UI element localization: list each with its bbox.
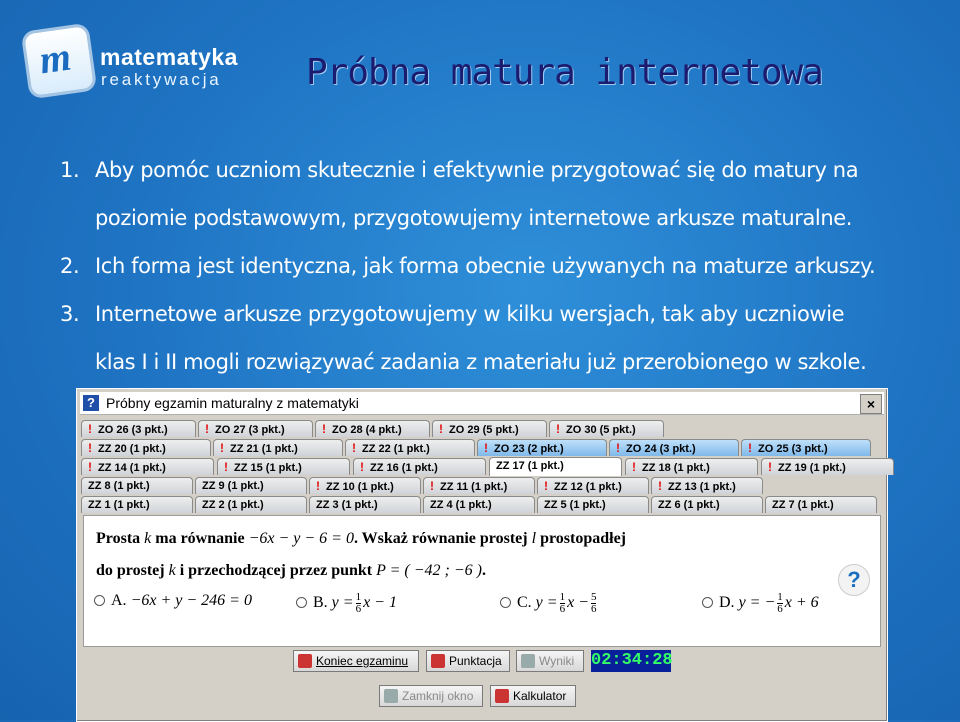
task-tabs: [81, 419, 881, 514]
warning-icon: !: [88, 460, 92, 474]
tab-label: ZZ 5 (1 pkt.): [544, 499, 606, 511]
question-equation: −6x − y − 6 = 0: [248, 530, 354, 547]
close-icon[interactable]: ×: [860, 394, 882, 414]
numerator: 5: [590, 591, 597, 603]
answer-formula: y = −: [738, 594, 776, 612]
results-button[interactable]: [516, 650, 584, 672]
task-tab[interactable]: [537, 477, 649, 494]
fraction: [560, 592, 566, 615]
button-label: Kalkulator: [513, 689, 567, 703]
logo-name: matematyka: [100, 44, 238, 70]
point-line: poziomie podstawowym, przygotowujemy internetowe arkusze maturalne.: [95, 206, 853, 230]
answer-letter: C.: [517, 594, 532, 612]
tab-label: ZZ 10 (1 pkt.): [326, 481, 394, 493]
tab-row: [81, 419, 881, 438]
tab-label: ZZ 7 (1 pkt.): [772, 499, 834, 511]
tab-label: ZZ 20 (1 pkt.): [98, 443, 166, 455]
answer-formula: y =: [535, 594, 558, 612]
task-tab[interactable]: [198, 420, 313, 437]
warning-icon: !: [430, 479, 434, 493]
fraction: [591, 592, 597, 615]
tab-row: [81, 476, 881, 495]
tab-label: ZZ 2 (1 pkt.): [202, 499, 264, 511]
button-label: Wyniki: [539, 654, 575, 668]
task-tab[interactable]: [423, 477, 535, 494]
score-button[interactable]: [426, 650, 510, 672]
task-tab[interactable]: [81, 420, 196, 437]
question-line-2: [96, 562, 486, 580]
tab-label: ZO 26 (3 pkt.): [98, 424, 168, 436]
slide-title: Próbna matura internetowa: [306, 52, 823, 93]
task-tab[interactable]: [477, 439, 607, 456]
task-tab[interactable]: [81, 477, 193, 494]
fraction: [356, 592, 362, 615]
question-var: k: [144, 530, 152, 547]
warning-icon: !: [205, 422, 209, 436]
fraction: [777, 592, 783, 615]
task-tab[interactable]: [432, 420, 547, 437]
tab-label: ZZ 17 (1 pkt.): [496, 460, 564, 472]
tab-label: ZZ 14 (1 pkt.): [98, 462, 166, 474]
task-tab[interactable]: [761, 458, 894, 475]
task-tab[interactable]: [315, 420, 430, 437]
tab-label: ZZ 15 (1 pkt.): [234, 462, 302, 474]
answer-formula: y =: [331, 594, 354, 612]
denominator: 6: [355, 603, 362, 615]
task-tab[interactable]: [345, 439, 475, 456]
question-panel: [83, 515, 881, 647]
warning-icon: !: [632, 460, 636, 474]
warning-icon: !: [316, 479, 320, 493]
task-tab[interactable]: [549, 420, 664, 437]
warning-icon: !: [658, 479, 662, 493]
bullet-list: [60, 146, 940, 386]
warning-icon: !: [768, 460, 772, 474]
answer-c[interactable]: [500, 592, 598, 615]
warning-icon: !: [88, 422, 92, 436]
window-titlebar[interactable]: [80, 392, 884, 415]
question-text: do prostej: [96, 562, 169, 579]
question-var: l: [531, 530, 537, 547]
tab-label: ZO 30 (5 pkt.): [566, 424, 636, 436]
task-tab[interactable]: [609, 439, 739, 456]
task-tab[interactable]: [217, 458, 350, 475]
point-line: Internetowe arkusze przygotowujemy w kilku wersjach, tak aby uczniowie: [95, 302, 845, 326]
task-tab[interactable]: [353, 458, 486, 475]
task-tab[interactable]: [309, 477, 421, 494]
button-label: Punktacja: [449, 654, 502, 668]
answer-letter: D.: [719, 594, 735, 612]
tab-label: ZO 25 (3 pkt.): [758, 443, 828, 455]
task-tab[interactable]: [537, 496, 649, 513]
tab-label: ZO 27 (3 pkt.): [215, 424, 285, 436]
task-tab[interactable]: [651, 496, 763, 513]
help-app-icon: ?: [83, 395, 99, 411]
numerator: 1: [355, 591, 362, 603]
radio-button[interactable]: [94, 595, 105, 606]
tab-label: ZZ 6 (1 pkt.): [658, 499, 720, 511]
task-tab[interactable]: [741, 439, 871, 456]
tab-label: ZZ 22 (1 pkt.): [362, 443, 430, 455]
tab-label: ZZ 18 (1 pkt.): [642, 462, 710, 474]
logo-mark: m: [36, 33, 74, 83]
question-point: P = ( −42 ; −6 ): [376, 562, 482, 579]
calculator-button[interactable]: [490, 685, 576, 707]
exam-window: [76, 388, 888, 722]
answer-a[interactable]: [94, 592, 252, 610]
warning-icon: !: [484, 441, 488, 455]
window-title: Próbny egzamin maturalny z matematyki: [106, 395, 359, 411]
warning-icon: !: [544, 479, 548, 493]
point-2: [60, 242, 940, 290]
task-tab[interactable]: [765, 496, 877, 513]
answer-d[interactable]: [702, 592, 819, 615]
point-number: 3.: [60, 302, 80, 326]
task-tab[interactable]: [195, 477, 307, 494]
button-label: Zamknij okno: [402, 689, 474, 703]
question-text: . Wskaż równanie prostej: [353, 530, 532, 547]
point-line: Ich forma jest identyczna, jak forma obecnie używanych na maturze arkuszy.: [95, 254, 876, 278]
logo-badge: [24, 26, 94, 96]
score-icon: [431, 654, 445, 668]
answer-letter: B.: [313, 594, 328, 612]
warning-icon: !: [224, 460, 228, 474]
tab-label: ZO 29 (5 pkt.): [449, 424, 519, 436]
tab-label: ZZ 21 (1 pkt.): [230, 443, 298, 455]
point-number: 2.: [60, 254, 80, 278]
calculator-icon: [495, 689, 509, 703]
question-text: prostopadłej: [536, 530, 626, 547]
answer-b[interactable]: [296, 592, 397, 615]
close-window-icon: [384, 689, 398, 703]
task-tab[interactable]: [195, 496, 307, 513]
warning-icon: !: [360, 460, 364, 474]
task-tab[interactable]: [423, 496, 535, 513]
numerator: 1: [559, 591, 566, 603]
answer-formula: x − 1: [363, 594, 397, 612]
radio-button[interactable]: [500, 597, 511, 608]
tab-label: ZZ 3 (1 pkt.): [316, 499, 378, 511]
question-text: i przechodzącej przez punkt: [175, 562, 377, 579]
question-var: k: [168, 562, 176, 579]
tab-label: ZZ 13 (1 pkt.): [668, 481, 736, 493]
question-text: ma równanie: [151, 530, 249, 547]
tab-label: ZZ 12 (1 pkt.): [554, 481, 622, 493]
tab-label: ZO 28 (4 pkt.): [332, 424, 402, 436]
task-tab[interactable]: [309, 496, 421, 513]
task-tab[interactable]: [213, 439, 343, 456]
tab-label: ZZ 19 (1 pkt.): [778, 462, 846, 474]
tab-label: ZZ 16 (1 pkt.): [370, 462, 438, 474]
warning-icon: !: [352, 441, 356, 455]
exam-timer: 02:34:28: [591, 651, 673, 670]
warning-icon: !: [748, 441, 752, 455]
results-icon: [521, 654, 535, 668]
answer-formula: x −: [567, 594, 589, 612]
tab-label: ZZ 1 (1 pkt.): [88, 499, 150, 511]
task-tab[interactable]: [81, 496, 193, 513]
tab-label: ZZ 4 (1 pkt.): [430, 499, 492, 511]
answer-formula: x + 6: [784, 594, 819, 612]
warning-icon: !: [616, 441, 620, 455]
close-window-button[interactable]: [379, 685, 483, 707]
denominator: 6: [777, 603, 783, 615]
warning-icon: !: [556, 422, 560, 436]
task-tab[interactable]: [81, 439, 211, 456]
tab-row: [81, 495, 881, 514]
question-line-1: [96, 530, 626, 548]
point-3: [60, 290, 940, 386]
warning-icon: !: [322, 422, 326, 436]
question-text: Prosta: [96, 530, 145, 547]
help-icon[interactable]: ?: [838, 564, 870, 596]
tab-label: ZZ 11 (1 pkt.): [440, 481, 508, 493]
question-text: .: [481, 562, 486, 579]
denominator: 6: [559, 603, 566, 615]
point-1: [60, 146, 940, 242]
denominator: 6: [590, 603, 597, 615]
radio-button[interactable]: [296, 597, 307, 608]
tab-label: ZZ 9 (1 pkt.): [202, 480, 264, 492]
tab-label: ZO 24 (3 pkt.): [626, 443, 696, 455]
numerator: 1: [777, 591, 783, 603]
point-line: Aby pomóc uczniom skutecznie i efektywnie przygotować się do matury na: [95, 158, 859, 182]
logo: [28, 22, 238, 102]
tab-label: ZZ 8 (1 pkt.): [88, 480, 150, 492]
tab-label: ZO 23 (2 pkt.): [494, 443, 564, 455]
button-label: Koniec egzaminu: [316, 654, 409, 668]
logo-subtitle: reaktywacja: [101, 70, 222, 89]
stop-icon: [298, 654, 312, 668]
task-tab[interactable]: [489, 457, 622, 476]
end-exam-button[interactable]: [293, 650, 419, 672]
task-tab[interactable]: [81, 458, 214, 475]
answer-letter: A.: [111, 592, 127, 609]
warning-icon: !: [439, 422, 443, 436]
tab-row: [81, 438, 881, 457]
warning-icon: !: [220, 441, 224, 455]
task-tab[interactable]: [651, 477, 763, 494]
point-number: 1.: [60, 158, 80, 182]
point-line: klas I i II mogli rozwiązywać zadania z materiału już przerobionego w szkole.: [95, 350, 867, 374]
task-tab[interactable]: [625, 458, 758, 475]
warning-icon: !: [88, 441, 92, 455]
radio-button[interactable]: [702, 597, 713, 608]
answer-formula: −6x + y − 246 = 0: [130, 592, 252, 609]
tab-row: [81, 457, 881, 476]
